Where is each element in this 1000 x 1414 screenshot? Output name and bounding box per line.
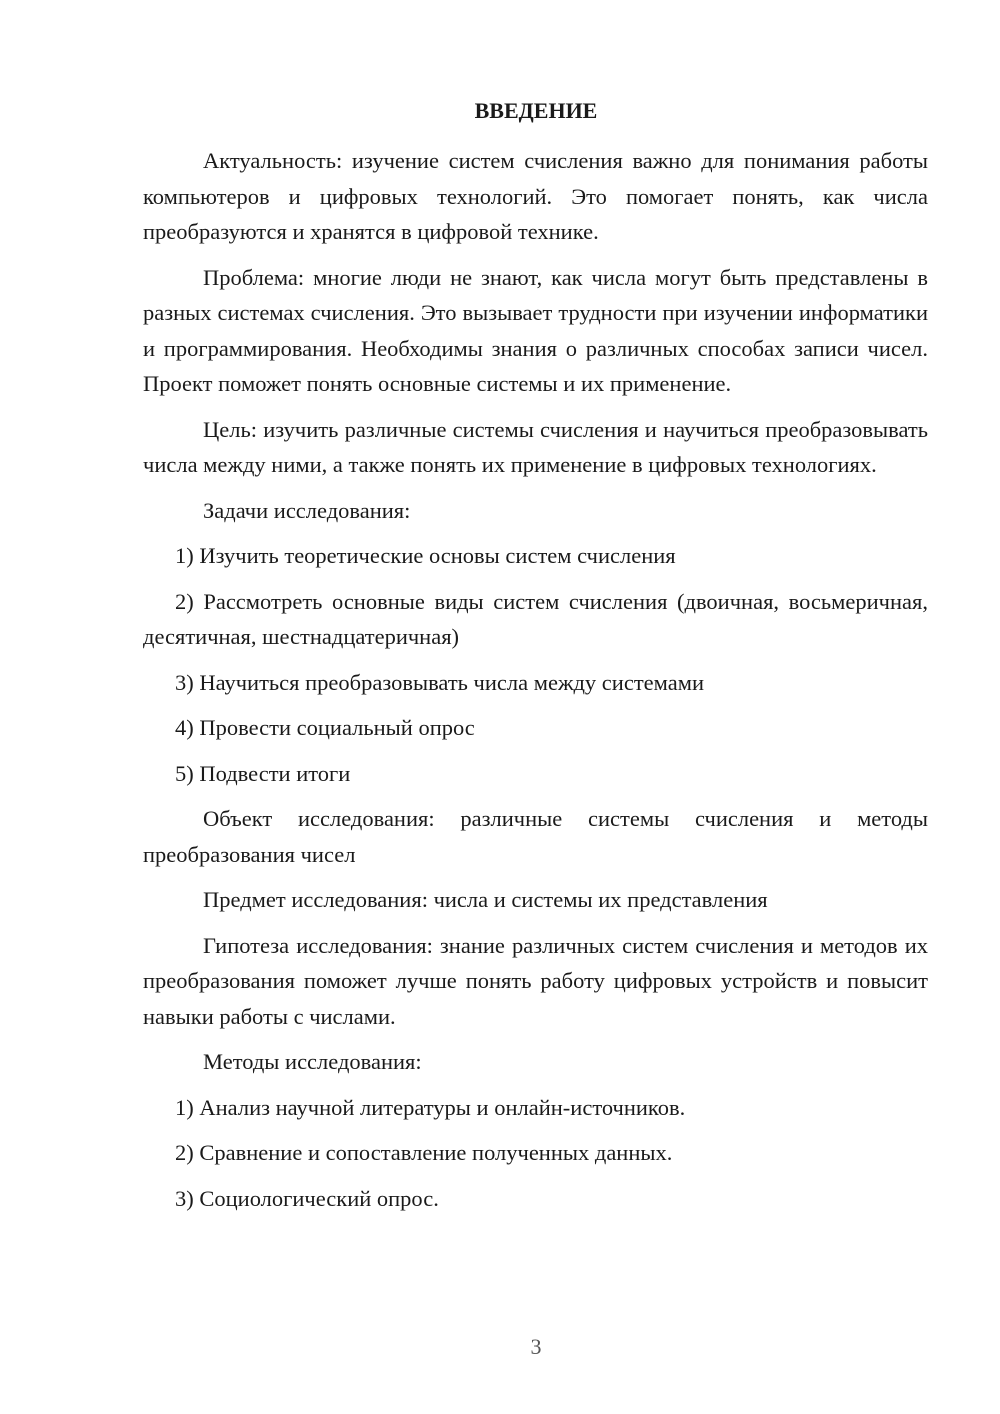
method-item-2: 2) Сравнение и сопоставление полученных данных. <box>175 1140 673 1165</box>
paragraph-subject: Предмет исследования: числа и системы их представления <box>203 887 768 912</box>
paragraph-object: Объект исследования: различные системы счисления и методы преобразования чисел <box>143 806 928 867</box>
paragraph-hypothesis: Гипотеза исследования: знание различных систем счисления и методов их преобразования поможет лучше понять работу цифровых устройств и повысит навыки работы с числами. <box>143 932 928 1029</box>
task-item-4: 4) Провести социальный опрос <box>175 715 475 740</box>
task-item-1: 1) Изучить теоретические основы систем счисления <box>175 543 676 568</box>
task-item-3: 3) Научиться преобразовывать числа между системами <box>175 669 704 695</box>
methods-heading: Методы исследования: <box>203 1049 422 1074</box>
page-number: 3 <box>530 1334 542 1359</box>
tasks-heading: Задачи исследования: <box>203 497 411 523</box>
paragraph-goal: Цель: изучить различные системы счисления и научиться преобразовывать числа между ними, а также понять их применение в цифровых технологиях. <box>143 416 928 477</box>
task-item-5: 5) Подвести итоги <box>175 760 351 786</box>
paragraph-relevance: Актуальность: изучение систем счисления важно для понимания работы компьютеров и цифровых технологий. Это помогает понять, как числа преобразуются и хранятся в цифровой технике. <box>143 148 928 244</box>
document-body <box>143 143 928 1226</box>
method-item-1: 1) Анализ научной литературы и онлайн-источников. <box>175 1094 686 1120</box>
page-title: ВВЕДЕНИЕ <box>474 98 598 123</box>
paragraph-problem: Проблема: многие люди не знают, как числа могут быть представлены в разных системах счисления. Это вызывает трудности при изучении информатики и программирования. Необходимы знания о различных способах записи чисел. Проект поможет понять основные системы и их применение. <box>143 264 928 396</box>
task-item-2: 2) Рассмотреть основные виды систем счисления (двоичная, восьмеричная, десятичная, шестнадцатеричная) <box>143 588 928 649</box>
method-item-3: 3) Социологический опрос. <box>175 1185 439 1211</box>
